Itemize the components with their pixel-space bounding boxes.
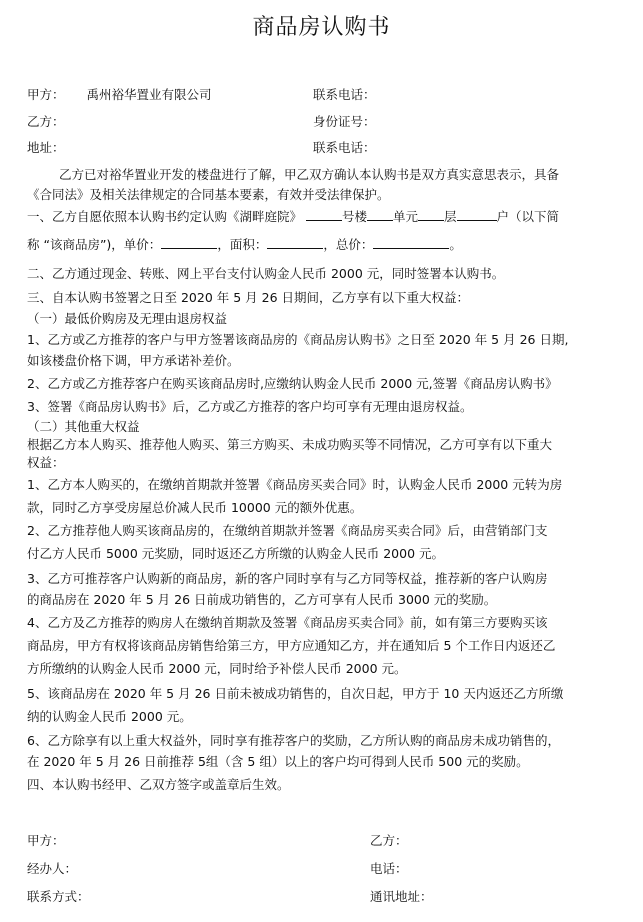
intro-line-2: 《合同法》及相关法律规定的合同基本要素，有效并受法律保护。 — [27, 187, 390, 202]
clause-3: 三、自本认购书签署之日至 2020 年 5 月 26 日期间，乙方享有以下重大权益： — [27, 290, 470, 305]
total-price-label: ，总价： — [323, 237, 374, 252]
section-2-item-2-line-1: 2、乙方推荐他人购买该商品房的，在缴纳首期款并签署《商品房买卖合同》后，由营销部门支 — [27, 523, 548, 538]
contact-label: 联系方式： — [27, 889, 90, 904]
floor-blank[interactable] — [418, 208, 444, 221]
id-number-label: 身份证号： — [313, 114, 376, 129]
floor-label: 层 — [444, 209, 457, 224]
section-2-item-6-line-2: 在 2020 年 5 月 26 日前推荐 5组（含 5 组）以上的客户均可得到人民币 500 元的奖励。 — [27, 754, 529, 769]
clause-2: 二、乙方通过现金、转账、网上平台支付认购金人民币 2000 元，同时签署本认购书。 — [27, 266, 505, 281]
section-2-item-6-line-1: 6、乙方除享有以上重大权益外，同时享有推荐客户的奖励，乙方所认购的商品房未成功销售的， — [27, 733, 560, 748]
section-2-item-5-line-2: 纳的认购金人民币 2000 元。 — [27, 709, 192, 724]
party-a-label: 甲方： — [27, 87, 65, 102]
unit-label: 单元 — [393, 209, 419, 224]
building-label: 号楼 — [342, 209, 368, 224]
section-2-item-4-line-3: 方所缴纳的认购金人民币 2000 元，同时给予补偿人民币 2000 元。 — [27, 661, 407, 676]
party-a-row — [27, 87, 212, 103]
section-2-item-1-line-2: 款，同时乙方享受房屋总价减人民币 10000 元的额外优惠。 — [27, 500, 363, 515]
party-a-value: 禹州裕华置业有限公司 — [86, 87, 212, 102]
section-2-item-5-line-1: 5、该商品房在 2020 年 5 月 26 日前未被成功销售的，自次日起，甲方于 10 天内返还乙方所缴 — [27, 686, 564, 701]
section-2-item-3-line-1: 3、乙方可推荐客户认购新的商品房，新的客户同时享有与乙方同等权益，推荐新的客户认购房 — [27, 571, 548, 586]
unit-price-blank[interactable] — [161, 236, 217, 249]
party-b-label: 乙方： — [27, 114, 65, 129]
section-1-item-1-line-1: 1、乙方或乙方推荐的客户与甲方签署该商品房的《商品房认购书》之日至 2020 年 5 月 26 日期, — [27, 332, 569, 347]
intro-line-1: 乙方已对裕华置业开发的楼盘进行了解，甲乙双方确认本认购书是双方真实意思表示，具备 — [59, 167, 560, 182]
total-price-blank[interactable] — [373, 236, 449, 249]
clause-4: 四、本认购书经甲、乙双方签字或盖章后生效。 — [27, 777, 290, 792]
phone-label-2: 联系电话： — [313, 140, 376, 155]
area-blank[interactable] — [267, 236, 323, 249]
section-2-item-3-line-2: 的商品房在 2020 年 5 月 26 日前成功销售的，乙方可享有人民币 3000 元的奖励。 — [27, 592, 497, 607]
section-2-item-2-line-2: 付乙方人民币 5000 元奖励，同时返还乙方所缴的认购金人民币 2000 元。 — [27, 546, 445, 561]
clause-1-text: 一、乙方自愿依照本认购书约定认购《湖畔庭院》 — [27, 209, 303, 224]
clause-1-line-1 — [27, 208, 617, 225]
section-2-item-1-line-1: 1、乙方本人购买的，在缴纳首期款并签署《商品房买卖合同》时，认购金人民币 2000 元转为房 — [27, 477, 563, 492]
phone-label-1: 联系电话： — [313, 87, 376, 102]
room-label: 户（以下简 — [496, 209, 560, 224]
clause-1-end: 。 — [449, 237, 462, 252]
section-1-heading: （一）最低价购房及无理由退房权益 — [27, 311, 228, 326]
section-2-item-4-line-1: 4、乙方及乙方推荐的购房人在缴纳首期款及签署《商品房买卖合同》前，如有第三方要购买该 — [27, 615, 548, 630]
agent-label: 经办人： — [27, 861, 78, 876]
room-blank[interactable] — [457, 208, 497, 221]
building-blank[interactable] — [306, 208, 342, 221]
section-2-heading: （二）其他重大权益 — [27, 419, 140, 434]
section-1-item-2: 2、乙方或乙方推荐客户在购买该商品房时,应缴纳认购金人民币 2000 元,签署《商品房认购书》 — [27, 376, 558, 391]
clause-1-line-2 — [27, 236, 617, 253]
section-2-intro-line-2: 权益： — [27, 455, 65, 470]
section-1-item-3: 3、签署《商品房认购书》后，乙方或乙方推荐的客户均可享有无理由退房权益。 — [27, 399, 473, 414]
sign-party-b-label: 乙方： — [370, 833, 408, 848]
sign-party-a-label: 甲方： — [27, 833, 65, 848]
unit-blank[interactable] — [367, 208, 393, 221]
mailing-address-label: 通讯地址： — [370, 889, 433, 904]
area-label: ，面积： — [217, 237, 268, 252]
address-label: 地址： — [27, 140, 65, 155]
unit-price-label: 称 “该商品房”)，单价： — [27, 237, 162, 252]
sign-phone-label: 电话： — [370, 861, 408, 876]
section-1-item-1-line-2: 如该楼盘价格下调，甲方承诺补差价。 — [27, 353, 240, 368]
section-2-item-4-line-2: 商品房，甲方有权将该商品房销售给第三方，甲方应通知乙方，并在通知后 5 个工作日内返还乙 — [27, 638, 556, 653]
section-2-intro-line-1: 根据乙方本人购买、推荐他人购买、第三方购买、未成功购买等不同情况，乙方可享有以下重大 — [27, 437, 553, 452]
page-title: 商品房认购书 — [252, 15, 391, 40]
